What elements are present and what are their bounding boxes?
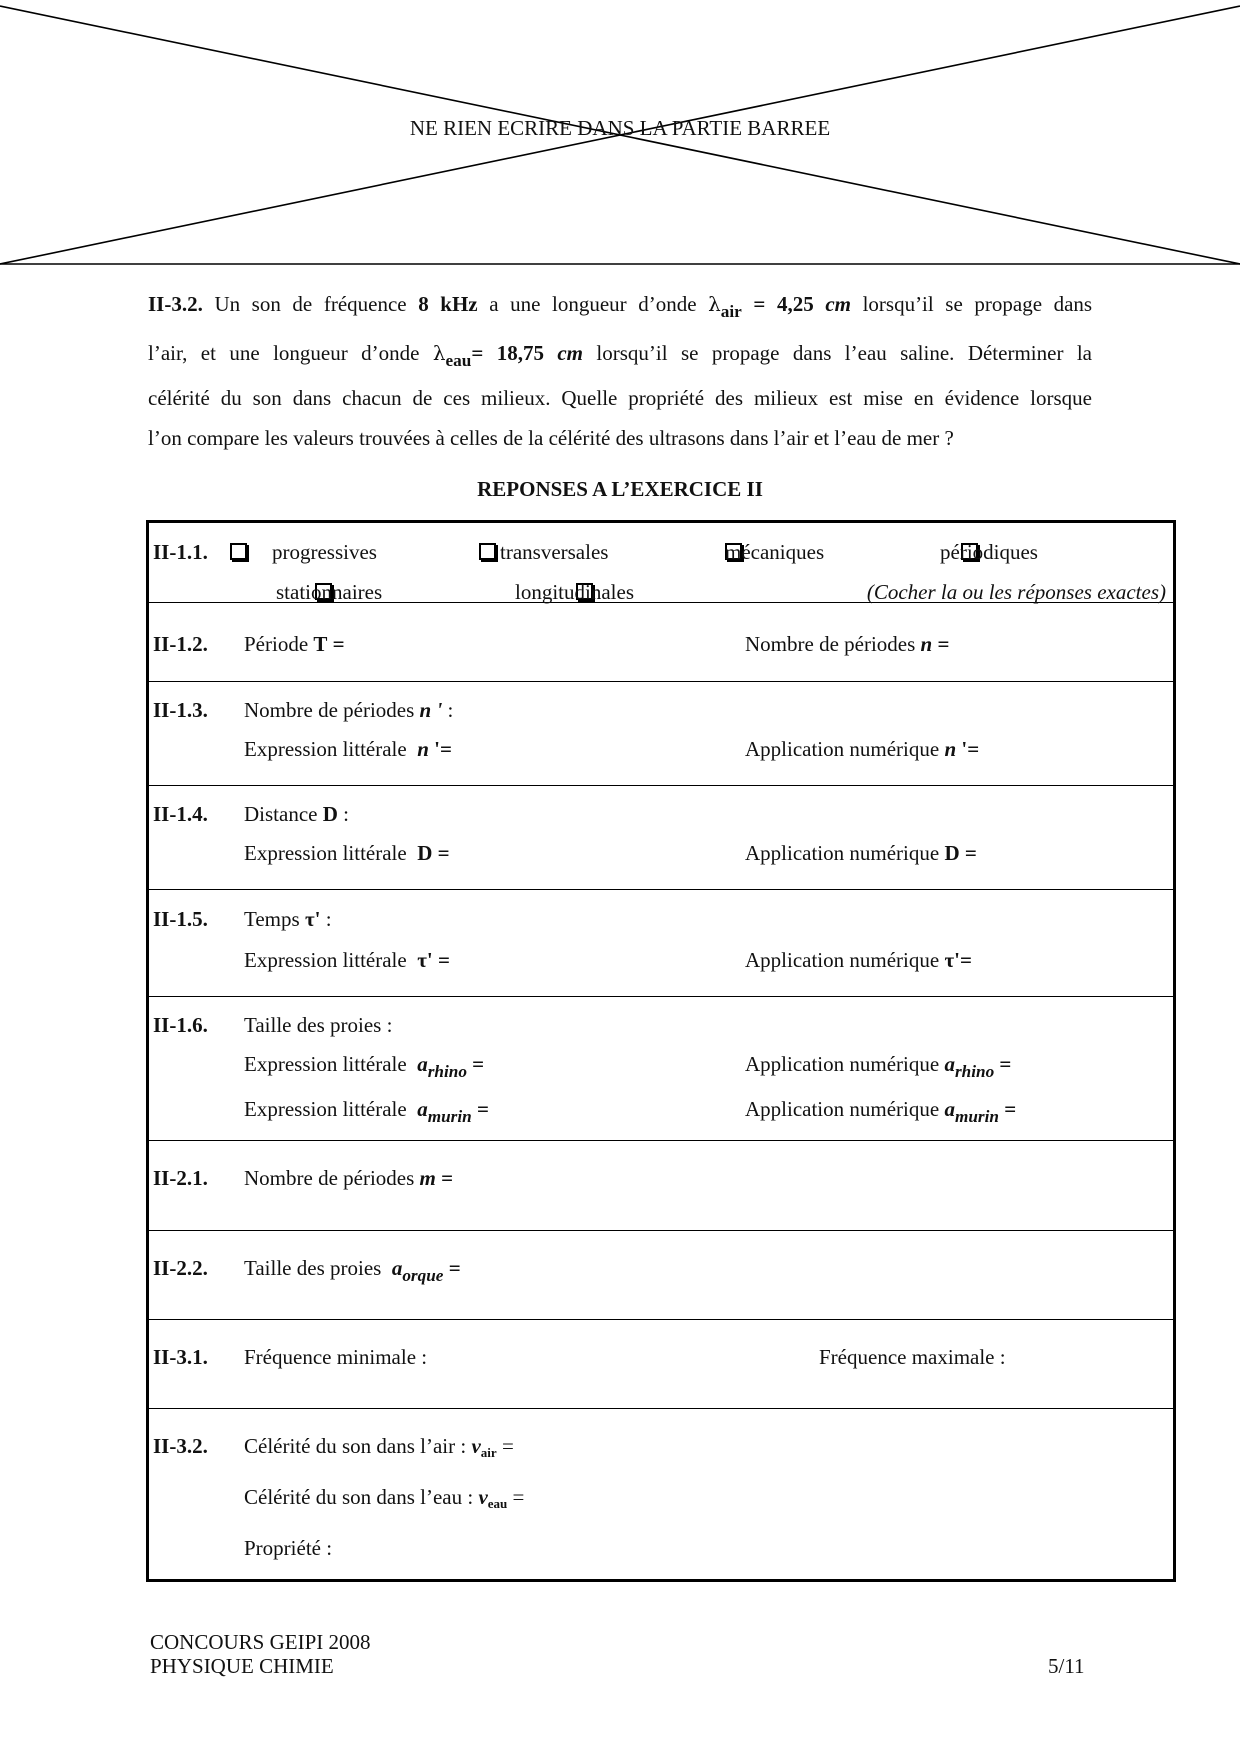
frequence-maximale-field[interactable]: Fréquence maximale :	[819, 1345, 1006, 1369]
row-label: II-1.1.	[153, 540, 208, 564]
question-line-2: l’air, et une longueur d’onde $\lambda_{eau}= 18,75$ cm lorsqu’il se propage dans l’eau saline. Déterminer la	[148, 341, 1093, 371]
row-label: II-3.1.	[153, 1345, 208, 1369]
celerite-eau-field[interactable]: Célérité du son dans l’eau : veau =	[244, 1485, 525, 1511]
row-divider	[146, 1140, 1176, 1141]
section-title: Taille des proies :	[244, 1013, 393, 1037]
section-title: Distance D :	[244, 802, 349, 826]
row-label: II-1.6.	[153, 1013, 208, 1037]
answer-table	[146, 520, 1176, 1582]
taille-proies-orque-field[interactable]: Taille des proies $a_{orque}$ =	[244, 1256, 461, 1286]
periode-field[interactable]: Période T =	[244, 632, 345, 656]
expression-rhino-field[interactable]: Expression littérale $a_{rhino}$ =	[244, 1052, 485, 1082]
question-line-4: l’on compare les valeurs trouvées à celles de la célérité des ultrasons dans l’air et l’eau de mer ?	[148, 426, 954, 450]
question-line-1: II-3.2. Un son de fréquence 8 kHz a une longueur d’onde $\lambda_{air} = 4,25$ cm lorsqu’il se propage dans	[148, 292, 1093, 322]
page-number: 5/11	[1048, 1654, 1085, 1678]
celerite-air-field[interactable]: Célérité du son dans l’air : vair =	[244, 1434, 514, 1460]
propriete-field[interactable]: Propriété :	[244, 1536, 333, 1560]
row-label: II-1.2.	[153, 632, 208, 656]
expression-field[interactable]: Expression littérale n '=	[244, 737, 452, 761]
row-divider	[146, 1408, 1176, 1409]
row-divider	[146, 1230, 1176, 1231]
row-divider	[146, 681, 1176, 682]
frequency-value: 8 kHz	[418, 292, 478, 316]
question-line-3: célérité du son dans chacun de ces milieux. Quelle propriété des milieux est mise en évidence lorsque	[148, 386, 1092, 410]
application-field[interactable]: Application numérique τ'=	[745, 948, 972, 972]
row-label: II-1.4.	[153, 802, 208, 826]
row-label: II-3.2.	[153, 1434, 208, 1458]
answers-heading: REPONSES A L’EXERCICE II	[477, 477, 763, 501]
row-label: II-1.5.	[153, 907, 208, 931]
application-murin-field[interactable]: Application numérique $a_{murin}$ =	[745, 1097, 1017, 1127]
lambda-symbol: λ	[432, 341, 446, 365]
application-field[interactable]: Application numérique n '=	[745, 737, 980, 761]
option-label: mécaniques	[725, 540, 825, 564]
footer-contest: CONCOURS GEIPI 2008	[150, 1630, 371, 1654]
expression-murin-field[interactable]: Expression littérale $a_{murin}$ =	[244, 1097, 489, 1127]
expression-field[interactable]: Expression littérale τ' =	[244, 948, 450, 972]
instruction-note: (Cocher la ou les réponses exactes)	[866, 580, 1166, 604]
question-number: II-3.2.	[148, 292, 203, 316]
row-label: II-2.2.	[153, 1256, 208, 1280]
checkbox-progressives[interactable]	[230, 543, 247, 560]
row-label: II-2.1.	[153, 1166, 208, 1190]
section-title: Nombre de périodes n ' :	[244, 698, 454, 722]
row-divider	[146, 996, 1176, 997]
option-label: stationnaires	[276, 580, 383, 604]
barred-area-warning: NE RIEN ECRIRE DANS LA PARTIE BARREE	[409, 116, 831, 140]
checkbox-transversales[interactable]	[479, 543, 496, 560]
row-divider	[146, 889, 1176, 890]
row-divider	[146, 785, 1176, 786]
option-label: transversales	[500, 540, 609, 564]
row-divider	[146, 1319, 1176, 1320]
option-label: progressives	[272, 540, 377, 564]
nombre-periodes-field[interactable]: Nombre de périodes n =	[745, 632, 950, 656]
lambda-symbol: λ	[708, 292, 721, 316]
option-label: périodiques	[940, 540, 1038, 564]
frequence-minimale-field[interactable]: Fréquence minimale :	[244, 1345, 428, 1369]
application-field[interactable]: Application numérique D =	[745, 841, 977, 865]
footer-subject: PHYSIQUE CHIMIE	[150, 1654, 334, 1678]
option-label: longitudinales	[515, 580, 634, 604]
application-rhino-field[interactable]: Application numérique $a_{rhino}$ =	[745, 1052, 1012, 1082]
expression-field[interactable]: Expression littérale D =	[244, 841, 450, 865]
row-label: II-1.3.	[153, 698, 208, 722]
nombre-periodes-m-field[interactable]: Nombre de périodes m =	[244, 1166, 454, 1190]
section-title: Temps τ' :	[244, 907, 332, 931]
